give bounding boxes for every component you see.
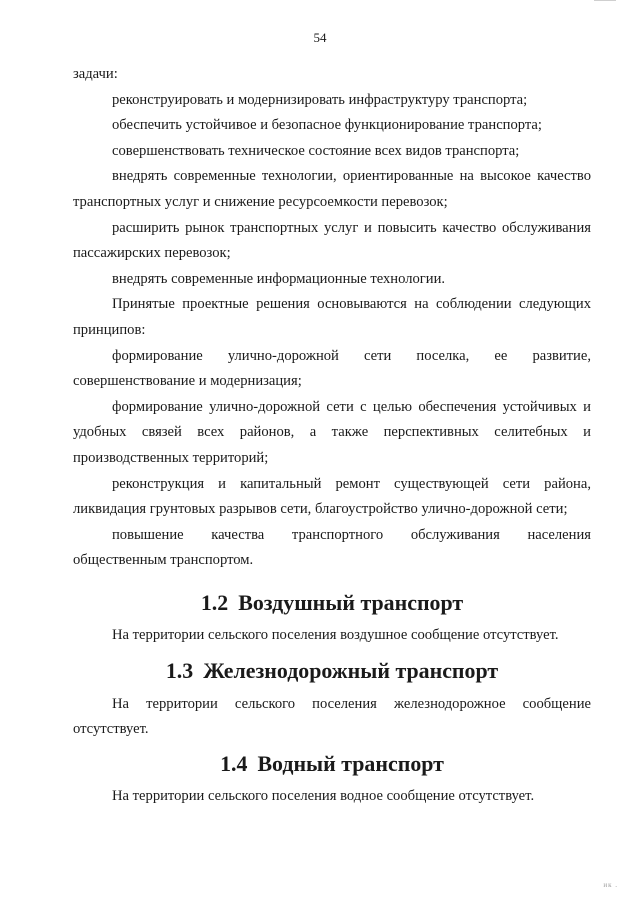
page-number: 54: [313, 30, 327, 45]
section-title: Водный транспорт: [257, 750, 444, 776]
scan-corner-mark: [594, 0, 616, 3]
body-paragraph: расширить рынок транспортных услуг и повысить качество обслуживания пассажирских перевозок;: [73, 219, 591, 262]
body-paragraph: задачи:: [73, 66, 118, 82]
section-paragraph-water: На территории сельского поселения водное сообщение отсутствует.: [112, 788, 535, 805]
body-paragraph: обеспечить устойчивое и безопасное функционирование транспорта;: [112, 117, 542, 134]
body-paragraph: внедрять современные информационные технологии.: [112, 270, 446, 287]
body-paragraph: повышение качества транспортного обслуживания населения общественным транспортом.: [73, 526, 591, 569]
section-heading-water: [73, 751, 591, 777]
body-paragraphs: [73, 62, 591, 574]
body-paragraph: формирование улично-дорожной сети с целью обеспечения устойчивых и удобных связей всех районов, а также перспективных селитебных и производственных территорий;: [73, 398, 591, 466]
section-title: Железнодорожный транспорт: [203, 658, 499, 684]
body-paragraph: реконструировать и модернизировать инфраструктуру транспорта;: [112, 91, 528, 108]
section-heading-air: [73, 590, 591, 616]
section-heading-rail: [73, 658, 591, 684]
body-paragraph: внедрять современные технологии, ориентированные на высокое качество транспортных услуг и снижение ресурсоемкости перевозок;: [73, 168, 591, 210]
scan-mark: ик .: [603, 881, 618, 889]
section-paragraph-air: На территории сельского поселения воздушное сообщение отсутствует.: [112, 627, 559, 644]
section-number: 1.4: [220, 750, 248, 776]
body-paragraph: Принятые проектные решения основываются на соблюдении следующих принципов:: [73, 296, 591, 338]
body-paragraph: формирование улично-дорожной сети поселка, ее развитие, совершенствование и модернизация;: [73, 347, 591, 390]
section-title: Воздушный транспорт: [238, 589, 464, 615]
body-paragraph: реконструкция и капитальный ремонт существующей сети района, ликвидация грунтовых разрывов сети, благоустройство улично-дорожной сети;: [73, 475, 591, 518]
section-number: 1.2: [200, 589, 229, 615]
body-paragraph: совершенствовать техническое состояние всех видов транспорта;: [112, 142, 520, 159]
page-content: [73, 62, 591, 810]
section-number: 1.3: [165, 658, 194, 684]
section-paragraph-rail: На территории сельского поселения железнодорожное сообщение отсутствует.: [73, 695, 591, 738]
